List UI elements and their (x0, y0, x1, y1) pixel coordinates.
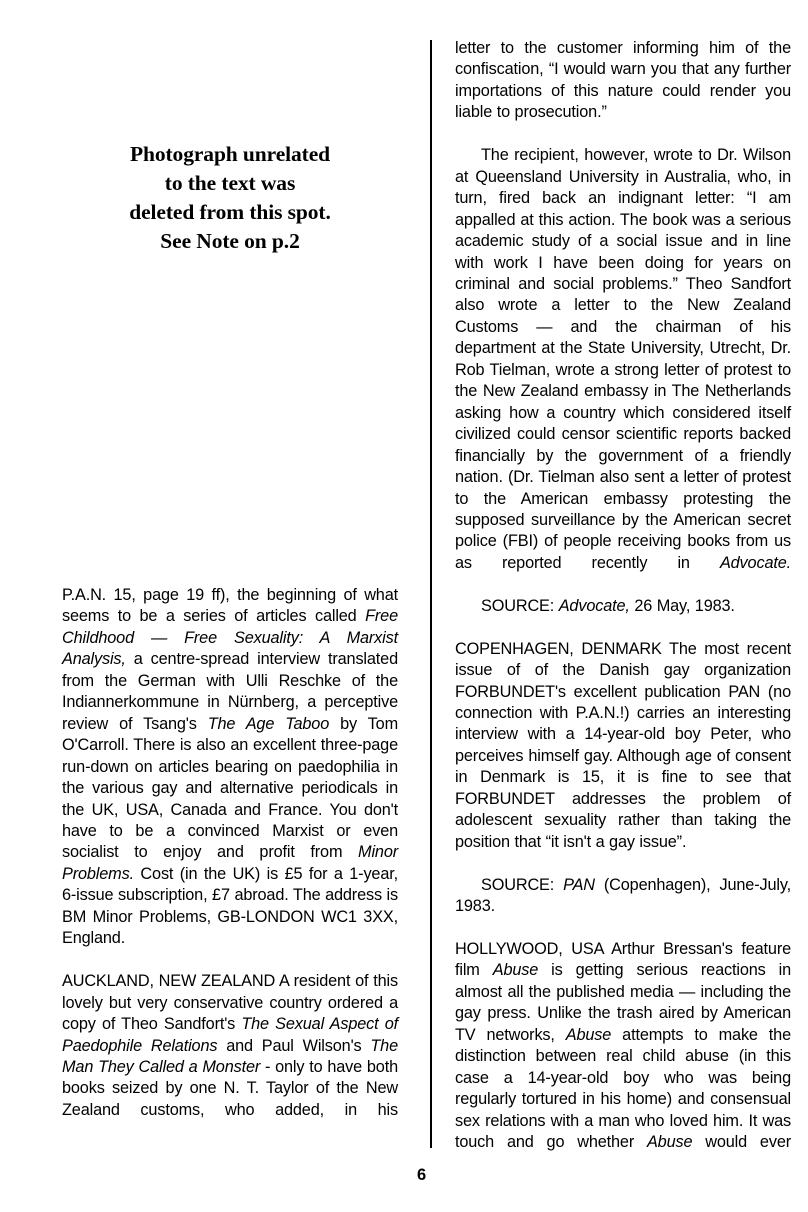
photo-note-line-3: deleted from this spot. (129, 200, 331, 224)
text-run: AUCKLAND, NEW ZEALAND A resident of this lovely but very conservative country ordered a copy of Theo Sandfort's (62, 972, 398, 1034)
column-divider-rule (430, 40, 432, 1148)
title-advocate: Advocate. (719, 553, 791, 572)
text-run: P.A.N. 15, page 19 ff), the beginning of what seems to be a series of articles called (62, 586, 398, 626)
photo-removed-note (62, 140, 398, 256)
text-run: attempts to make the distinction between real child abuse (in this case a 14-year-old boy who was being regularly tortured in his home) and consensual sex relations with a man who loved him. It was touch and go whether (455, 1025, 791, 1152)
text-run: Cost (in the UK) is £5 for a 1-year, 6-issue subscription, £7 abroad. The address is BM Minor Problems, GB-LONDON WC1 3XX, England. (62, 864, 398, 948)
text-run: a centre-spread interview translated from the German with Ulli Reschke of the Indiannerkommune in Nürnberg, a perceptive review of Tsang's (62, 650, 398, 733)
paragraph-auckland-continued: letter to the customer informing him of the confiscation, “I would warn you that any further importations of this nature could render you liable to prosecution.” (455, 39, 791, 122)
text-run: - only to have both books seized by one N. T. Taylor of the New Zealand customs, who added, in his (62, 1057, 398, 1119)
text-run: HOLLYWOOD, USA Arthur Bressan's feature film (455, 939, 791, 980)
photo-note-line-4: See Note on p.2 (160, 229, 300, 253)
title-age-taboo: The Age Taboo (207, 714, 330, 733)
source-pan (455, 875, 791, 918)
paragraph-minor-problems (62, 585, 398, 950)
title-free-childhood: Free Childhood — Free Sexuality: A Marxist Analysis, (62, 607, 398, 669)
photo-note-line-2: to the text was (164, 171, 296, 195)
photo-note-line-1: Photograph unrelated (129, 142, 331, 166)
title-minor-problems: Minor Problems. (62, 843, 398, 883)
text-run: is getting serious reactions in almost all the published media — including the gay press. Unlike the trash aired by American TV networks, (455, 961, 791, 1044)
page-number: 6 (417, 1166, 426, 1184)
paragraph-hollywood (455, 939, 791, 1154)
source-label: SOURCE: (481, 875, 564, 894)
title-abuse: Abuse (492, 961, 539, 980)
right-column (455, 38, 791, 1153)
text-run: The recipient, however, wrote to Dr. Wilson at Queensland University in Australia, who, in turn, fired back an indignant letter: “I am appalled at this action. The book was a serious academic study of a social issue and in line with work I have been doing for years on criminal and social problems.” Theo Sandfort also wrote a letter to the New Zealand Customs — and the chairman of his department at the State University, Utrecht, Dr. Rob Tielman, wrote a strong letter of protest to the New Zealand embassy in The Netherlands asking how a country which considered itself civilized could censor scientific reports backed financially by the government of a friendly nation. (Dr. Tielman also sent a letter of protest to the American embassy protesting the supposed surveillance by the American secret police (FBI) of people receiving books from us as reported recently in (455, 146, 791, 572)
left-column (62, 585, 398, 1121)
title-sexual-aspect: The Sexual Aspect of Paedophile Relations (62, 1015, 398, 1055)
text-run: would ever (692, 1133, 791, 1152)
source-title-advocate: Advocate, (558, 596, 630, 615)
text-run: and Paul Wilson's (217, 1036, 371, 1055)
source-detail: 26 May, 1983. (629, 596, 735, 615)
source-label: SOURCE: (481, 596, 559, 615)
paragraph-auckland (62, 971, 398, 1121)
source-detail: (Copenhagen), June-July, 1983. (455, 875, 791, 916)
title-man-they-called-a-monster: The Man They Called a Monster (62, 1036, 398, 1076)
title-abuse: Abuse (565, 1025, 612, 1044)
source-advocate (455, 596, 791, 617)
text-run: by Tom O'Carroll. There is also an excellent three-page run-down on articles bearing on paedophilia in the various gay and alternative periodicals in the UK, USA, Canada and France. You don't have to be a convinced Marxist or even socialist to enjoy and profit from (62, 714, 398, 862)
paragraph-copenhagen: COPENHAGEN, DENMARK The most recent issue of of the Danish gay organization FORBUNDET's excellent publication PAN (no connection with P.A.N.!) carries an interesting interview with a 14-year-old boy Peter, who perceives himself gay. Although age of consent in Denmark is 15, it is fine to see that FORBUNDET addresses the problem of adolescent sexuality rather than taking the position that “it isn't a gay issue”. (455, 639, 791, 851)
paragraph-recipient-reply (455, 145, 791, 574)
title-abuse: Abuse (646, 1133, 693, 1152)
source-title-pan: PAN (563, 875, 595, 894)
